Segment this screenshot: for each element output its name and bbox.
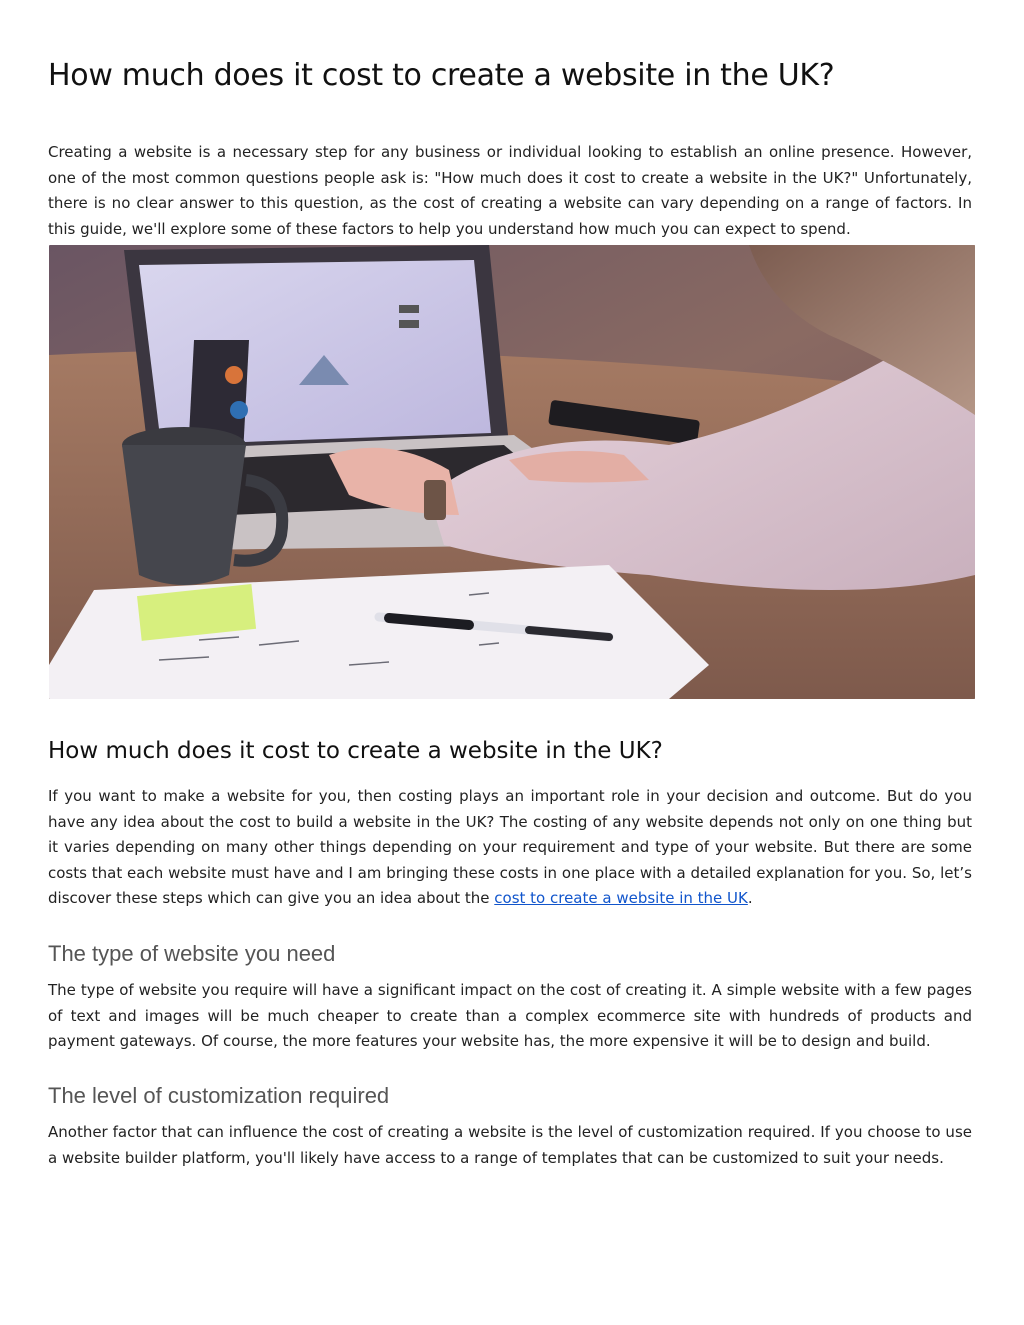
paragraph-end: .	[747, 889, 753, 907]
intro-paragraph: Creating a website is a necessary step for any business or individual looking to establish an online presence. However, one of the most common questions people ask is: "How much does it cost to create a website in the UK?" Unfortunately, there is no clear answer to this question, as the cost of creating a website can vary depending on a range of factors. In this guide, we'll explore some of these factors to help you understand how much you can expect to spend.	[48, 143, 972, 238]
page-title: How much does it cost to create a website in the UK?	[48, 58, 835, 93]
section-paragraph-type: The type of website you require will have a significant impact on the cost of creating it. A simple website with a few pages of text and images will be much cheaper to create than a complex ecommerce site with hundreds of products and payment gateways. Of course, the more features your website has, the more expensive it will be to design and build.	[48, 981, 972, 1050]
section-paragraph-customization: Another factor that can influence the cost of creating a website is the level of customization required. If you choose to use a website builder platform, you'll likely have access to a range of templates that can be customized to suit your needs.	[48, 1123, 972, 1167]
section-heading-type: The type of website you need	[48, 941, 336, 966]
hero-photo	[49, 245, 975, 699]
cost-link[interactable]: cost to create a website in the UK	[494, 889, 748, 907]
section-heading-customization: The level of customization required	[48, 1083, 390, 1108]
paragraph-text: If you want to make a website for you, then costing plays an important role in your decision and outcome. But do you have any idea about the cost to build a website in the UK? The costing of any website depends not only on one thing but it varies depending on many other things depending on your requirement and type of your website. But there are some costs that each website must have and I am bringing these costs in one place with a detailed explanation for you. So, let’s discover these steps which can give you an idea about the	[48, 787, 972, 907]
section-heading-cost: How much does it cost to create a website in the UK?	[48, 738, 663, 764]
section-paragraph-cost	[48, 784, 972, 912]
